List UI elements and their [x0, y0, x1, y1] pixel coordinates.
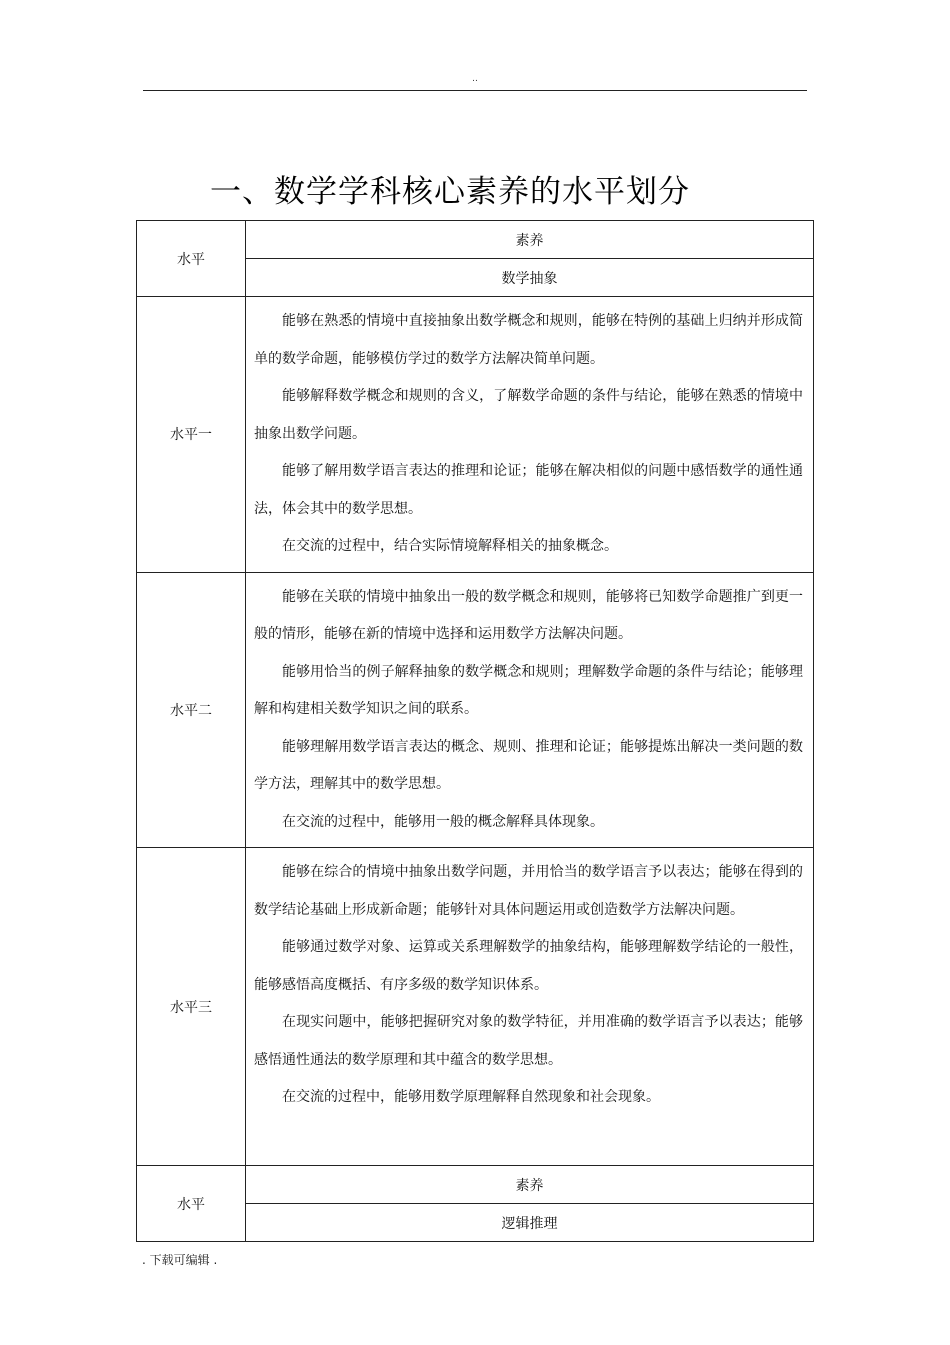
level-name-cell: 水平三 [137, 848, 246, 1166]
table-row [137, 572, 814, 848]
table-header-row [137, 1166, 814, 1204]
description-paragraph: 在交流的过程中，能够用数学原理解释自然现象和社会现象。 [282, 1089, 660, 1105]
level-description-cell [246, 297, 814, 573]
description-paragraph: 能够用恰当的例子解释抽象的数学概念和规则；理解数学命题的条件与结论；能够理解和构建相关数学知识之间的联系。 [254, 663, 803, 717]
literacy-header-cell: 素养 [246, 1166, 814, 1204]
literacy-name-cell: 数学抽象 [246, 259, 814, 297]
table-row [137, 297, 814, 573]
description-paragraph: 能够在熟悉的情境中直接抽象出数学概念和规则，能够在特例的基础上归纳并形成简单的数学命题，能够模仿学过的数学方法解决简单问题。 [254, 313, 803, 367]
page-title: 一、数学学科核心素养的水平划分 [210, 174, 690, 210]
description-paragraph: 在交流的过程中，能够用一般的概念解释具体现象。 [282, 813, 604, 830]
description-paragraph: 能够理解用数学语言表达的概念、规则、推理和论证；能够提炼出解决一类问题的数学方法，理解其中的数学思想。 [254, 738, 803, 792]
level-header-cell: 水平 [137, 1166, 246, 1242]
description-paragraph: 能够通过数学对象、运算或关系理解数学的抽象结构，能够理解数学结论的一般性，能够感悟高度概括、有序多级的数学知识体系。 [254, 939, 803, 993]
level-description-cell [246, 572, 814, 848]
literacy-levels-table [136, 220, 814, 1242]
description-paragraph: 能够了解用数学语言表达的推理和论证；能够在解决相似的问题中感悟数学的通性通法，体会其中的数学思想。 [254, 463, 803, 517]
level-name-cell: 水平二 [137, 572, 246, 848]
level-name-cell: 水平一 [137, 297, 246, 573]
literacy-header-cell: 素养 [246, 221, 814, 259]
table-row [137, 848, 814, 1166]
table-header-row [137, 221, 814, 259]
description-paragraph: 在现实问题中，能够把握研究对象的数学特征，并用准确的数学语言予以表达；能够感悟通性通法的数学原理和其中蕴含的数学思想。 [254, 1014, 803, 1068]
header-rule [143, 90, 807, 91]
description-paragraph: 能够在综合的情境中抽象出数学问题，并用恰当的数学语言予以表达；能够在得到的数学结论基础上形成新命题；能够针对具体问题运用或创造数学方法解决问题。 [254, 864, 803, 918]
level-header-cell: 水平 [137, 221, 246, 297]
description-paragraph: 能够解释数学概念和规则的含义，了解数学命题的条件与结论，能够在熟悉的情境中抽象出数学问题。 [254, 388, 803, 442]
level-description-cell [246, 848, 814, 1166]
description-paragraph: 在交流的过程中，结合实际情境解释相关的抽象概念。 [282, 538, 618, 554]
literacy-name-cell: 逻辑推理 [246, 1204, 814, 1242]
description-paragraph: 能够在关联的情境中抽象出一般的数学概念和规则，能够将已知数学命题推广到更一般的情形，能够在新的情境中选择和运用数学方法解决问题。 [254, 588, 803, 642]
header-mark: .. [472, 74, 478, 84]
footer-note: . 下载可编辑 . [142, 1253, 218, 1267]
